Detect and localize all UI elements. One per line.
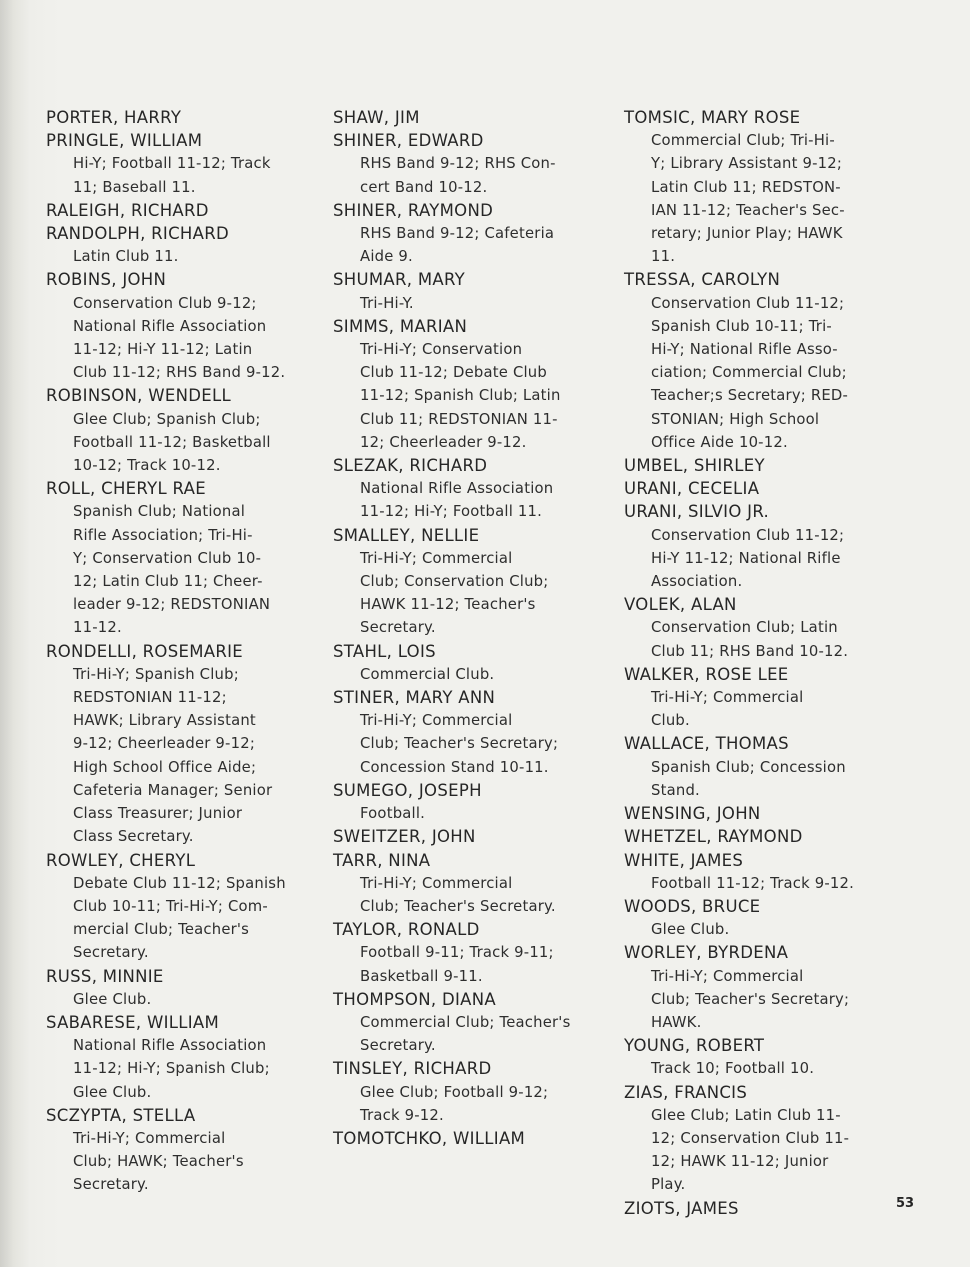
activity-line: IAN 11-12; Teacher's Sec- — [651, 201, 845, 219]
activity-line: ciation; Commercial Club; — [651, 364, 847, 382]
student-entry — [624, 732, 924, 802]
student-name: SUMEGO, JOSEPH — [333, 780, 482, 800]
student-entry — [46, 965, 326, 1011]
activity-line: 11-12; Hi-Y; Spanish Club; — [73, 1060, 270, 1078]
activity-line: National Rifle Association — [73, 1037, 267, 1055]
student-entry — [333, 918, 613, 988]
activity-line: Aide 9. — [360, 248, 413, 266]
activity-line: Club; HAWK; Teacher's — [73, 1153, 244, 1171]
student-name: RONDELLI, ROSEMARIE — [46, 641, 243, 661]
activity-line: 11; Baseball 11. — [73, 178, 196, 196]
activity-line: Tri-Hi-Y; Spanish Club; — [73, 665, 239, 683]
activity-line: Tri-Hi-Y; Commercial — [360, 549, 513, 567]
student-name: SLEZAK, RICHARD — [333, 456, 488, 476]
activity-line: Spanish Club; National — [73, 503, 246, 521]
activity-line: Debate Club 11-12; Spanish — [73, 874, 286, 892]
activity-line: 12; Latin Club 11; Cheer- — [73, 573, 263, 591]
column-3 — [624, 106, 924, 1220]
activity-line: 11. — [651, 248, 676, 266]
student-name: YOUNG, ROBERT — [624, 1036, 765, 1056]
activity-line: Tri-Hi-Y; Commercial — [73, 1129, 226, 1147]
student-name: ROLL, CHERYL RAE — [46, 479, 206, 499]
activity-line: Play. — [651, 1176, 686, 1194]
student-name: PRINGLE, WILLIAM — [46, 131, 203, 151]
activity-line: Club 11; RHS Band 10-12. — [651, 642, 849, 660]
activity-line: 11-12. — [73, 619, 122, 637]
activity-line: Class Secretary. — [73, 828, 194, 846]
activity-line: REDSTONIAN 11-12; — [73, 689, 227, 707]
activity-line: National Rifle Association — [73, 317, 267, 335]
student-name: RANDOLPH, RICHARD — [46, 224, 229, 244]
activity-line: STONIAN; High School — [651, 410, 820, 428]
activity-line: cert Band 10-12. — [360, 178, 488, 196]
activity-line: Latin Club 11. — [73, 248, 179, 266]
student-entry — [624, 825, 924, 848]
activity-line: Glee Club; Spanish Club; — [73, 410, 261, 428]
activity-line: Conservation Club 11-12; — [651, 294, 845, 312]
activity-line: Spanish Club; Concession — [651, 758, 846, 776]
student-name: WHETZEL, RAYMOND — [624, 827, 803, 847]
activity-line: Cafeteria Manager; Senior — [73, 781, 273, 799]
student-name: SABARESE, WILLIAM — [46, 1012, 220, 1032]
activity-line: 10-12; Track 10-12. — [73, 457, 221, 475]
student-name: STINER, MARY ANN — [333, 688, 496, 708]
student-entry — [624, 268, 924, 454]
activity-line: Y; Conservation Club 10- — [73, 549, 262, 567]
student-name: TRESSA, CAROLYN — [624, 270, 781, 290]
column-1 — [46, 106, 326, 1197]
student-entry — [624, 1197, 924, 1220]
page-number: 53 — [896, 1196, 915, 1211]
activity-line: Club; Teacher's Secretary; — [651, 990, 850, 1008]
student-name: SHAW, JIM — [333, 108, 420, 127]
student-name: TAYLOR, RONALD — [333, 920, 480, 940]
activity-line: Spanish Club 10-11; Tri- — [651, 317, 832, 335]
student-entry — [46, 640, 326, 849]
student-entry — [333, 315, 613, 454]
activity-line: mercial Club; Teacher's — [73, 921, 250, 939]
activity-line: Hi-Y 11-12; National Rifle — [651, 549, 841, 567]
activity-line: Glee Club; Football 9-12; — [360, 1083, 549, 1101]
activity-line: Glee Club. — [651, 921, 730, 939]
student-name: RALEIGH, RICHARD — [46, 200, 209, 220]
student-entry — [46, 222, 326, 268]
activity-line: Office Aide 10-12. — [651, 433, 788, 451]
activity-line: Secretary. — [360, 1037, 436, 1055]
activity-line: 9-12; Cheerleader 9-12; — [73, 735, 256, 753]
activity-line: Tri-Hi-Y. — [360, 294, 414, 312]
student-name: ZIAS, FRANCIS — [624, 1082, 748, 1102]
activity-line: HAWK; Library Assistant — [73, 712, 256, 730]
activity-line: Tri-Hi-Y; Commercial — [360, 874, 513, 892]
activity-line: Glee Club. — [73, 990, 152, 1008]
activity-line: Conservation Club 11-12; — [651, 526, 845, 544]
student-entry — [46, 384, 326, 477]
student-entry — [333, 988, 613, 1058]
student-name: ZIOTS, JAMES — [624, 1198, 739, 1218]
activity-line: Class Treasurer; Junior — [73, 805, 243, 823]
activity-line: Track 10; Football 10. — [651, 1060, 815, 1078]
activity-line: Glee Club. — [73, 1083, 152, 1101]
activity-line: Club; Teacher's Secretary; — [360, 735, 559, 753]
student-name: SHINER, RAYMOND — [333, 200, 494, 220]
student-name: TARR, NINA — [333, 850, 431, 870]
activity-line: 12; Conservation Club 11- — [651, 1129, 850, 1147]
student-entry — [333, 640, 613, 686]
column-2 — [333, 106, 613, 1150]
student-name: TINSLEY, RICHARD — [333, 1059, 492, 1079]
student-entry — [333, 779, 613, 825]
activity-line: Football. — [360, 805, 426, 823]
student-entry — [333, 199, 613, 269]
student-entry — [624, 941, 924, 1034]
activity-line: Club. — [651, 712, 690, 730]
activity-line: High School Office Aide; — [73, 758, 257, 776]
student-entry — [333, 129, 613, 199]
student-entry — [46, 129, 326, 199]
activity-line: Conservation Club; Latin — [651, 619, 838, 637]
student-entry — [46, 106, 326, 129]
student-name: WOODS, BRUCE — [624, 896, 761, 916]
student-entry — [46, 1011, 326, 1104]
activity-line: 12; Cheerleader 9-12. — [360, 433, 527, 451]
activity-line: Track 9-12. — [360, 1106, 444, 1124]
student-entry — [46, 1104, 326, 1197]
activity-line: Commercial Club; Teacher's — [360, 1013, 571, 1031]
activity-line: RHS Band 9-12; RHS Con- — [360, 155, 556, 173]
student-entry — [624, 663, 924, 733]
activity-line: Club 10-11; Tri-Hi-Y; Com- — [73, 897, 268, 915]
student-name: PORTER, HARRY — [46, 108, 182, 127]
activity-line: Concession Stand 10-11. — [360, 758, 549, 776]
student-entry — [624, 802, 924, 825]
student-name: SIMMS, MARIAN — [333, 316, 468, 336]
student-entry — [46, 199, 326, 222]
activity-line: 11-12; Spanish Club; Latin — [360, 387, 561, 405]
student-entry — [333, 849, 613, 919]
activity-line: Tri-Hi-Y; Commercial — [360, 712, 513, 730]
student-name: ROBINSON, WENDELL — [46, 386, 231, 406]
student-name: WALKER, ROSE LEE — [624, 664, 789, 684]
activity-line: 12; HAWK 11-12; Junior — [651, 1153, 829, 1171]
activity-line: HAWK. — [651, 1013, 702, 1031]
student-name: SHINER, EDWARD — [333, 131, 484, 151]
student-entry — [46, 477, 326, 639]
activity-line: Club 11; REDSTONIAN 11- — [360, 410, 558, 428]
activity-line: Rifle Association; Tri-Hi- — [73, 526, 253, 544]
activity-line: Glee Club; Latin Club 11- — [651, 1106, 841, 1124]
student-name: WORLEY, BYRDENA — [624, 943, 789, 963]
student-entry — [624, 477, 924, 500]
activity-line: Secretary. — [73, 944, 149, 962]
activity-line: Latin Club 11; REDSTON- — [651, 178, 841, 196]
student-name: SHUMAR, MARY — [333, 270, 466, 290]
student-entry — [624, 895, 924, 941]
student-entry — [624, 106, 924, 268]
student-name: UMBEL, SHIRLEY — [624, 456, 765, 476]
activity-line: Association. — [651, 573, 743, 591]
student-entry — [333, 268, 613, 314]
student-name: SWEITZER, JOHN — [333, 827, 476, 847]
student-entry — [333, 825, 613, 848]
activity-line: Stand. — [651, 781, 700, 799]
student-name: WHITE, JAMES — [624, 850, 744, 870]
activity-line: Tri-Hi-Y; Conservation — [360, 341, 523, 359]
student-name: SCZYPTA, STELLA — [46, 1105, 196, 1125]
student-name: URANI, SILVIO JR. — [624, 502, 770, 522]
activity-line: Football 11-12; Track 9-12. — [651, 874, 855, 892]
student-entry — [46, 268, 326, 384]
student-entry — [624, 1081, 924, 1197]
activity-line: 11-12; Hi-Y; Football 11. — [360, 503, 543, 521]
student-entry — [333, 686, 613, 779]
activity-line: Tri-Hi-Y; Commercial — [651, 689, 804, 707]
student-entry — [46, 849, 326, 965]
student-name: SMALLEY, NELLIE — [333, 525, 480, 545]
student-name: WALLACE, THOMAS — [624, 734, 789, 754]
student-name: WENSING, JOHN — [624, 804, 761, 824]
student-entry — [333, 1057, 613, 1127]
activity-line: Commercial Club. — [360, 665, 495, 683]
student-entry — [333, 1127, 613, 1150]
activity-line: National Rifle Association — [360, 480, 554, 498]
student-name: RUSS, MINNIE — [46, 966, 164, 986]
student-name: TOMOTCHKO, WILLIAM — [333, 1128, 526, 1148]
activity-line: Conservation Club 9-12; — [73, 294, 257, 312]
student-name: ROBINS, JOHN — [46, 270, 167, 290]
student-entry — [624, 454, 924, 477]
student-name: URANI, CECELIA — [624, 479, 760, 499]
student-name: TOMSIC, MARY ROSE — [624, 108, 801, 127]
activity-line: Tri-Hi-Y; Commercial — [651, 967, 804, 985]
activity-line: Club 11-12; RHS Band 9-12. — [73, 364, 286, 382]
student-name: THOMPSON, DIANA — [333, 989, 496, 1009]
activity-line: Football 11-12; Basketball — [73, 433, 271, 451]
student-name: ROWLEY, CHERYL — [46, 850, 196, 870]
student-entry — [624, 1034, 924, 1080]
activity-line: RHS Band 9-12; Cafeteria — [360, 225, 555, 243]
activity-line: Secretary. — [73, 1176, 149, 1194]
student-entry — [333, 454, 613, 524]
activity-line: Club 11-12; Debate Club — [360, 364, 547, 382]
activity-line: Y; Library Assistant 9-12; — [651, 155, 843, 173]
activity-line: Club; Teacher's Secretary. — [360, 897, 556, 915]
activity-line: Teacher;s Secretary; RED- — [651, 387, 849, 405]
student-entry — [624, 593, 924, 663]
activity-line: Football 9-11; Track 9-11; — [360, 944, 554, 962]
activity-line: Club; Conservation Club; — [360, 573, 549, 591]
activity-line: Hi-Y; Football 11-12; Track — [73, 155, 271, 173]
activity-line: Secretary. — [360, 619, 436, 637]
activity-line: Basketball 9-11. — [360, 967, 483, 985]
activity-line: retary; Junior Play; HAWK — [651, 225, 843, 243]
activity-line: Commercial Club; Tri-Hi- — [651, 132, 835, 150]
student-entry — [624, 849, 924, 895]
activity-line: 11-12; Hi-Y 11-12; Latin — [73, 341, 253, 359]
activity-line: Hi-Y; National Rifle Asso- — [651, 341, 838, 359]
activity-line: HAWK 11-12; Teacher's — [360, 596, 536, 614]
student-entry — [624, 500, 924, 593]
student-entry — [333, 524, 613, 640]
activity-line: leader 9-12; REDSTONIAN — [73, 596, 271, 614]
student-name: VOLEK, ALAN — [624, 595, 737, 615]
student-entry — [333, 106, 613, 129]
student-name: STAHL, LOIS — [333, 641, 436, 661]
